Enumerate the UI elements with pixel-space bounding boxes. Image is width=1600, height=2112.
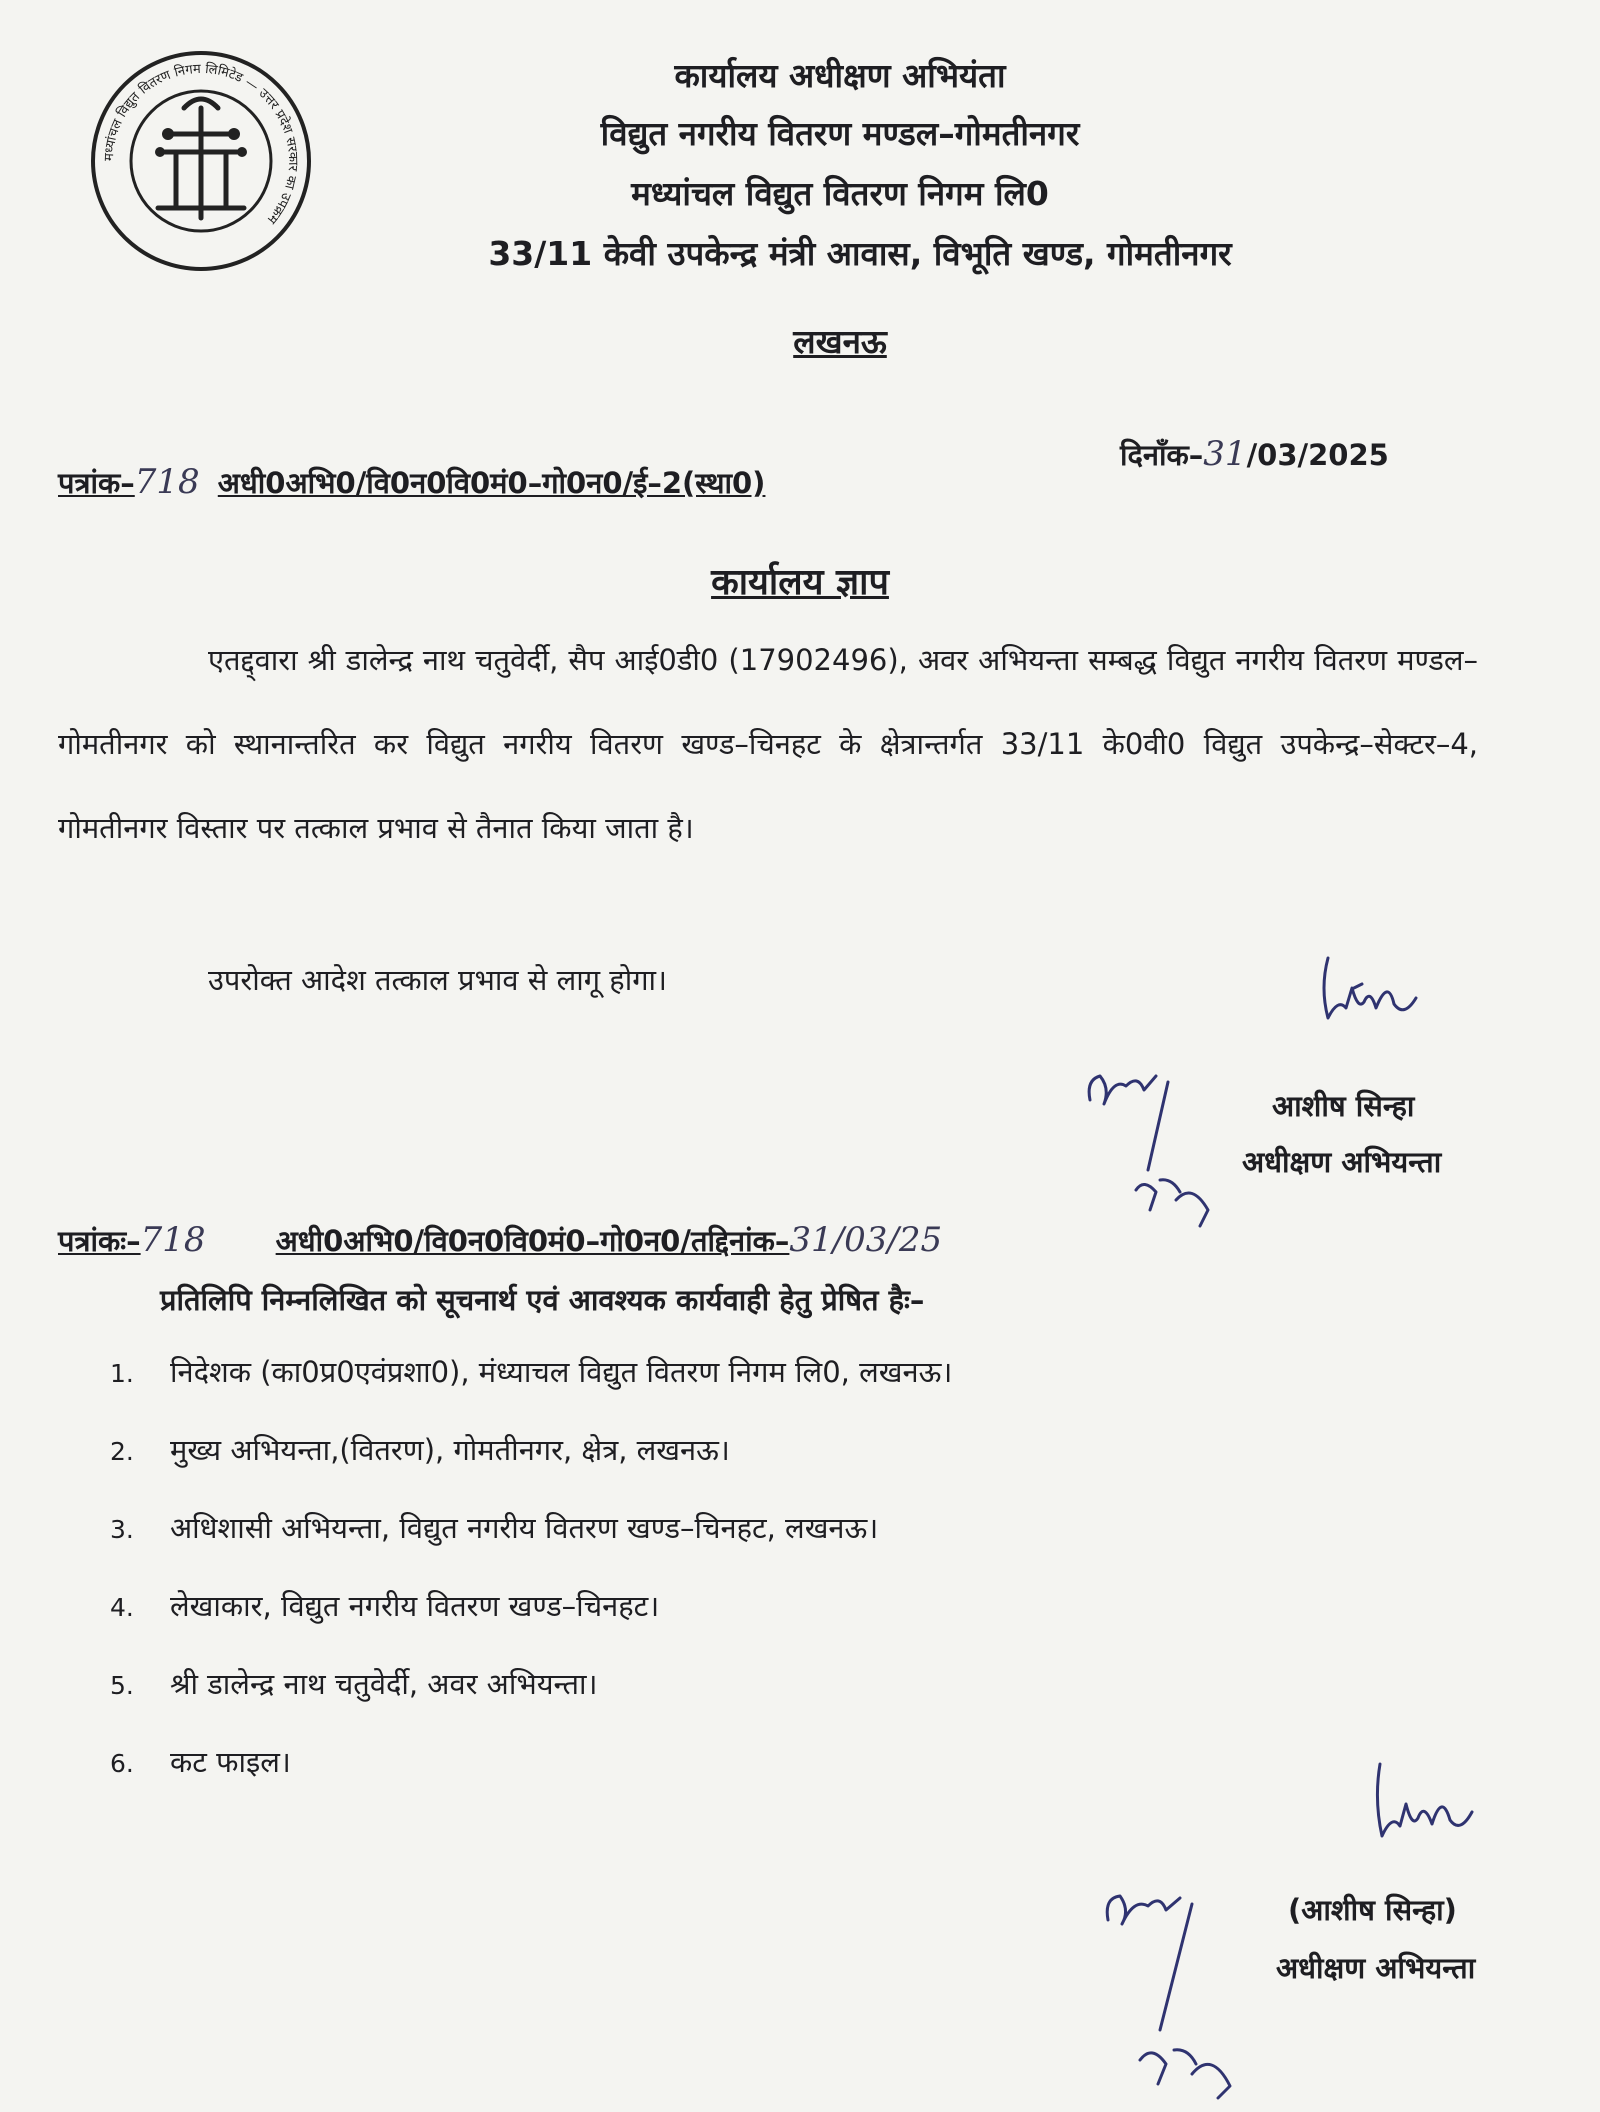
signatory-name: (आशीष सिन्हा) bbox=[1288, 1893, 1457, 1927]
copy-reference-code: अधी0अभि0/वि0न0वि0मं0–गो0न0/तद्दिनांक– bbox=[275, 1224, 790, 1258]
initial-mark bbox=[1080, 1060, 1230, 1230]
memo-title: कार्यालय ज्ञाप bbox=[711, 562, 889, 603]
signatory-designation: अधीक्षण अभियन्ता bbox=[1242, 1145, 1442, 1179]
date-rest: /03/2025 bbox=[1246, 438, 1389, 472]
copy-reference-prefix: पत्रांकः– bbox=[58, 1224, 141, 1258]
reference-code: अधी0अभि0/वि0न0वि0मं0–गो0न0/ई–2(स्था0) bbox=[217, 466, 766, 500]
reference-number: 718 bbox=[134, 462, 200, 502]
list-item bbox=[110, 1586, 952, 1664]
memo-paragraph bbox=[58, 618, 1478, 870]
copy-recipient-list bbox=[110, 1352, 952, 1820]
signature-mark bbox=[1372, 1756, 1482, 1846]
copy-heading: प्रतिलिपि निम्नलिखित को सूचनार्थ एवं आवश्यक कार्यवाही हेतु प्रेषित हैः– bbox=[160, 1283, 925, 1317]
reference-prefix: पत्रांक– bbox=[58, 466, 135, 500]
list-item-number: 1. bbox=[110, 1359, 134, 1388]
list-item-text: कट फाइल। bbox=[170, 1745, 291, 1779]
list-item-number: 3. bbox=[110, 1515, 134, 1544]
corporation-name: मध्यांचल विद्युत वितरण निगम लि0 bbox=[631, 174, 1049, 213]
office-title: कार्यालय अधीक्षण अभियंता bbox=[674, 56, 1006, 95]
list-item-number: 4. bbox=[110, 1593, 134, 1622]
list-item-number: 5. bbox=[110, 1671, 134, 1700]
memo-paragraph-text: एतद्द्वारा श्री डालेन्द्र नाथ चतुवेर्दी, सैप आई0डी0 (17902496), अवर अभियन्ता सम्बद्ध विद्युत नगरीय वितरण मण्डल–गोमतीनगर को स्थानान्तरित कर विद्युत नगरीय वितरण खण्ड–चिनहट के क्षेत्रान्तर्गत 33/11 के0वी0 विद्युत उपकेन्द्र–सेक्टर–4, गोमतीनगर विस्तार पर तत्काल प्रभाव से तैनात किया जाता है। bbox=[58, 643, 1478, 845]
copy-reference-number: 718 bbox=[140, 1220, 206, 1260]
date-day: 31 bbox=[1203, 434, 1247, 474]
copy-reference-line bbox=[58, 1220, 942, 1260]
signatory-name: आशीष सिन्हा bbox=[1272, 1089, 1415, 1123]
date-label: दिनाँक– bbox=[1120, 438, 1204, 472]
seal-ring-text: मध्यांचल विद्युत वितरण निगम लिमिटेड — उत्तर प्रदेश सरकार का उपक्रम bbox=[101, 61, 301, 227]
list-item-text: लेखाकार, विद्युत नगरीय वितरण खण्ड–चिनहट। bbox=[170, 1589, 660, 1623]
division-name: विद्युत नगरीय वितरण मण्डल–गोमतीनगर bbox=[600, 114, 1080, 153]
list-item-number: 2. bbox=[110, 1437, 134, 1466]
initial-mark bbox=[1100, 1880, 1250, 2100]
list-item-number: 6. bbox=[110, 1749, 134, 1778]
list-item bbox=[110, 1352, 952, 1430]
list-item-text: निदेशक (का0प्र0एवंप्रशा0), मंध्याचल विद्युत वितरण निगम लि0, लखनऊ। bbox=[170, 1355, 953, 1389]
list-item bbox=[110, 1742, 952, 1820]
city-name: लखनऊ bbox=[793, 322, 887, 361]
list-item bbox=[110, 1430, 952, 1508]
list-item-text: मुख्य अभियन्ता,(वितरण), गोमतीनगर, क्षेत्र, लखनऊ। bbox=[170, 1433, 730, 1467]
reference-line bbox=[58, 462, 765, 502]
order-statement: उपरोक्त आदेश तत्काल प्रभाव से लागू होगा। bbox=[208, 963, 668, 997]
list-item bbox=[110, 1508, 952, 1586]
signature-mark bbox=[1318, 948, 1428, 1028]
list-item bbox=[110, 1664, 952, 1742]
list-item-text: श्री डालेन्द्र नाथ चतुवेर्दी, अवर अभियन्ता। bbox=[170, 1667, 598, 1701]
reference-date bbox=[1120, 434, 1389, 474]
copy-reference-date: 31/03/25 bbox=[789, 1220, 943, 1260]
signatory-designation: अधीक्षण अभियन्ता bbox=[1276, 1951, 1476, 1985]
office-address: 33/11 केवी उपकेन्द्र मंत्री आवास, विभूति खण्ड, गोमतीनगर bbox=[488, 234, 1232, 273]
list-item-text: अधिशासी अभियन्ता, विद्युत नगरीय वितरण खण्ड–चिनहट, लखनऊ। bbox=[170, 1511, 879, 1545]
